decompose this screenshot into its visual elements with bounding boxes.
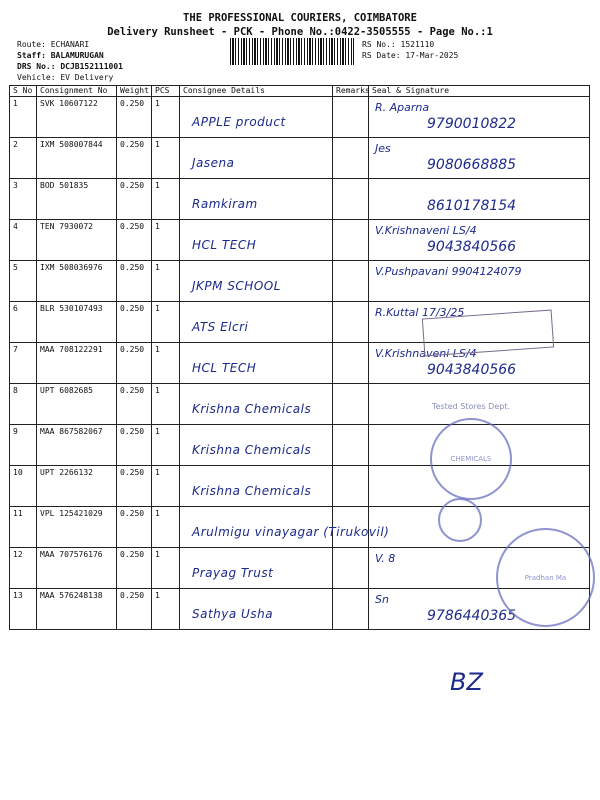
sno: 3 <box>10 179 37 220</box>
signature-cell <box>369 261 590 302</box>
consignee-handwriting: Krishna Chemicals <box>192 402 312 416</box>
weight: 0.250 <box>117 138 152 179</box>
remarks <box>333 384 369 425</box>
pcs: 1 <box>152 302 180 343</box>
weight: 0.250 <box>117 466 152 507</box>
pcs: 1 <box>152 507 180 548</box>
remarks <box>333 343 369 384</box>
pradhan-seal: Pradhan Ma <box>496 528 595 627</box>
table-row <box>10 261 590 302</box>
signature-phone: 9080668885 <box>427 157 517 173</box>
dept-stamp-text: Tested Stores Dept. <box>432 402 510 411</box>
signature-name: Jes <box>375 142 391 155</box>
table-row <box>10 97 590 138</box>
remarks <box>333 261 369 302</box>
pcs: 1 <box>152 548 180 589</box>
signature-cell <box>369 179 590 220</box>
pcs: 1 <box>152 425 180 466</box>
consignee-cell <box>180 220 333 261</box>
signature-cell <box>369 220 590 261</box>
consignee-handwriting: HCL TECH <box>192 361 257 375</box>
sno: 9 <box>10 425 37 466</box>
pcs: 1 <box>152 138 180 179</box>
consignee-handwriting: Krishna Chemicals <box>192 443 312 457</box>
pcs: 1 <box>152 589 180 630</box>
signature-cell <box>369 97 590 138</box>
table-row <box>10 220 590 261</box>
table-row <box>10 507 590 548</box>
signature-name: V. 8 <box>375 552 396 565</box>
weight: 0.250 <box>117 343 152 384</box>
footer-initials: BZ <box>450 668 483 696</box>
remarks <box>333 466 369 507</box>
consignee-handwriting: APPLE product <box>192 115 286 129</box>
consignment-no: VPL 125421029 <box>37 507 117 548</box>
consignee-cell <box>180 97 333 138</box>
consignee-handwriting: Jasena <box>192 156 235 170</box>
small-round-seal <box>438 498 482 542</box>
consignee-cell <box>180 384 333 425</box>
weight: 0.250 <box>117 302 152 343</box>
signature-phone: 9790010822 <box>427 116 517 132</box>
weight: 0.250 <box>117 97 152 138</box>
consignee-handwriting: Krishna Chemicals <box>192 484 312 498</box>
col-consignee: Consignee Details <box>180 86 333 97</box>
signature-name: R.Kuttal 17/3/25 <box>375 306 465 319</box>
col-remarks: Remarks <box>333 86 369 97</box>
remarks <box>333 507 369 548</box>
sno: 1 <box>10 97 37 138</box>
sno: 8 <box>10 384 37 425</box>
runsheet-subtitle: Delivery Runsheet - PCK - Phone No.:0422-3505555 - Page No.:1 <box>107 26 493 38</box>
weight: 0.250 <box>117 548 152 589</box>
remarks <box>333 179 369 220</box>
signature-name: V.Krishnaveni LS/4 <box>375 224 477 237</box>
chemicals-seal: CHEMICALS <box>430 418 512 500</box>
sno: 2 <box>10 138 37 179</box>
remarks <box>333 97 369 138</box>
consignee-cell <box>180 425 333 466</box>
consignee-cell <box>180 302 333 343</box>
weight: 0.250 <box>117 589 152 630</box>
signature-name: V.Krishnaveni LS/4 <box>375 347 477 360</box>
consignee-cell <box>180 466 333 507</box>
consignee-cell <box>180 507 390 548</box>
sno: 6 <box>10 302 37 343</box>
company-title: THE PROFESSIONAL COURIERS, COIMBATORE <box>183 12 417 24</box>
signature-phone: 9786440365 <box>427 608 517 624</box>
table-row <box>10 179 590 220</box>
consignee-handwriting: Arulmigu vinayagar (Tirukovil) <box>192 525 390 539</box>
consignee-cell <box>180 138 333 179</box>
barcode <box>230 38 354 65</box>
consignee-handwriting: Ramkiram <box>192 197 258 211</box>
remarks <box>333 220 369 261</box>
signature-cell <box>369 138 590 179</box>
sno: 5 <box>10 261 37 302</box>
sno: 4 <box>10 220 37 261</box>
pcs: 1 <box>152 220 180 261</box>
consignment-no: UPT 2266132 <box>37 466 117 507</box>
consignee-handwriting: HCL TECH <box>192 238 257 252</box>
col-sno: S No <box>10 86 37 97</box>
sno: 12 <box>10 548 37 589</box>
weight: 0.250 <box>117 425 152 466</box>
pcs: 1 <box>152 384 180 425</box>
consignment-no: MAA 867582067 <box>37 425 117 466</box>
consignee-cell <box>180 343 333 384</box>
pcs: 1 <box>152 343 180 384</box>
route: Route: ECHANARI <box>17 40 90 49</box>
pcs: 1 <box>152 97 180 138</box>
remarks <box>333 425 369 466</box>
consignment-no: BOD 501835 <box>37 179 117 220</box>
consignee-handwriting: Sathya Usha <box>192 607 274 621</box>
consignment-no: MAA 708122291 <box>37 343 117 384</box>
consignee-handwriting: Prayag Trust <box>192 566 274 580</box>
col-weight: Weight <box>117 86 152 97</box>
consignment-no: TEN 7930072 <box>37 220 117 261</box>
pcs: 1 <box>152 261 180 302</box>
sno: 7 <box>10 343 37 384</box>
weight: 0.250 <box>117 261 152 302</box>
remarks <box>333 138 369 179</box>
rs-number: RS No.: 1521110 <box>362 40 435 49</box>
consignment-no: IXM 508007844 <box>37 138 117 179</box>
consignee-handwriting: JKPM SCHOOL <box>192 279 281 293</box>
sno: 10 <box>10 466 37 507</box>
signature-phone: 8610178154 <box>427 198 517 214</box>
drs-number: DRS No.: DCJB152111001 <box>17 62 123 71</box>
consignee-cell <box>180 179 333 220</box>
consignment-no: UPT 6082685 <box>37 384 117 425</box>
consignee-handwriting: ATS Elcri <box>192 320 249 334</box>
staff: Staff: BALAMURUGAN <box>17 51 104 60</box>
signature-name: R. Aparna <box>375 101 430 114</box>
signature-name: V.Pushpavani 9904124079 <box>375 265 522 278</box>
consignee-cell <box>180 589 333 630</box>
pcs: 1 <box>152 466 180 507</box>
remarks <box>333 548 369 589</box>
sno: 11 <box>10 507 37 548</box>
remarks <box>333 302 369 343</box>
remarks <box>333 589 369 630</box>
runsheet-table <box>9 85 590 630</box>
consignment-no: MAA 707576176 <box>37 548 117 589</box>
vehicle: Vehicle: EV Delivery <box>17 73 114 82</box>
col-signature: Seal & Signature <box>369 86 590 97</box>
consignment-no: IXM 508036976 <box>37 261 117 302</box>
pcs: 1 <box>152 179 180 220</box>
signature-name: Sn <box>375 593 389 606</box>
signature-phone: 9043840566 <box>427 239 517 255</box>
col-pcs: PCS <box>152 86 180 97</box>
col-consignment: Consignment No <box>37 86 117 97</box>
rs-date: RS Date: 17-Mar-2025 <box>362 51 459 60</box>
consignment-no: SVK 10607122 <box>37 97 117 138</box>
table-header-row <box>10 86 590 97</box>
weight: 0.250 <box>117 384 152 425</box>
weight: 0.250 <box>117 507 152 548</box>
weight: 0.250 <box>117 220 152 261</box>
consignment-no: BLR 530107493 <box>37 302 117 343</box>
consignment-no: MAA 576248138 <box>37 589 117 630</box>
sno: 13 <box>10 589 37 630</box>
table-row <box>10 138 590 179</box>
consignee-cell <box>180 261 333 302</box>
signature-phone: 9043840566 <box>427 362 517 378</box>
consignee-cell <box>180 548 333 589</box>
weight: 0.250 <box>117 179 152 220</box>
